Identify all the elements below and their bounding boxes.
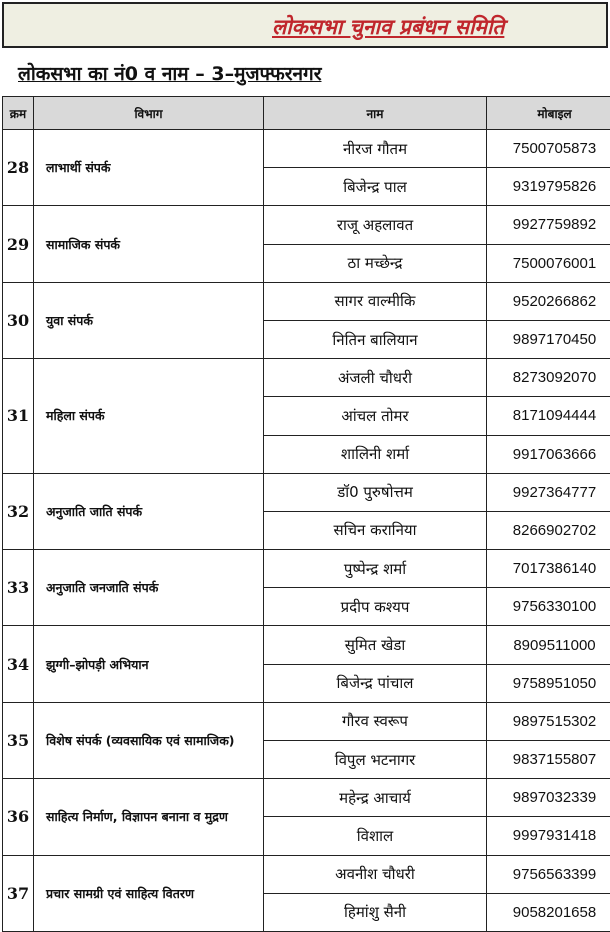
member-name: महेन्द्र आचार्य [264,779,487,817]
department-name: प्रचार सामग्री एवं साहित्य वितरण [34,855,264,931]
table-row [3,626,610,664]
table-body [3,130,610,932]
page-title: लोकसभा चुनाव प्रबंधन समिति [272,15,505,39]
member-name: सुमित खेडा [264,626,487,664]
table-row [3,702,610,740]
member-mobile: 9927364777 [487,473,610,511]
serial-number: 32 [3,473,34,549]
table-row [3,206,610,244]
member-mobile: 9897515302 [487,702,610,740]
member-name: बिजेन्द्र पांचाल [264,664,487,702]
member-name: सचिन करानिया [264,511,487,549]
department-name: युवा संपर्क [34,282,264,358]
committee-table [2,96,610,932]
member-mobile: 9758951050 [487,664,610,702]
department-name: अनुजाति जनजाति संपर्क [34,550,264,626]
member-mobile: 8273092070 [487,359,610,397]
serial-number: 29 [3,206,34,282]
department-name: झुग्गी–झोपड़ी अभियान [34,626,264,702]
table-header-row [3,97,610,130]
column-header-name: नाम [264,97,487,130]
member-name: प्रदीप कश्यप [264,588,487,626]
member-mobile: 9897170450 [487,320,610,358]
member-name: हिमांशु सैनी [264,893,487,931]
member-name: विपुल भटनागर [264,741,487,779]
member-name: अवनीश चौधरी [264,855,487,893]
member-name: राजू अहलावत [264,206,487,244]
department-name: विशेष संपर्क (व्यवसायिक एवं सामाजिक) [34,702,264,778]
table-row [3,130,610,168]
member-name: ठा मच्छेन्द्र [264,244,487,282]
serial-number: 37 [3,855,34,931]
serial-number: 33 [3,550,34,626]
column-header-serial: क्रम [3,97,34,130]
member-mobile: 9520266862 [487,282,610,320]
member-mobile: 9927759892 [487,206,610,244]
serial-number: 34 [3,626,34,702]
department-name: साहित्य निर्माण, विज्ञापन बनाना व मुद्रण [34,779,264,855]
member-mobile: 7017386140 [487,550,610,588]
department-name: अनुजाति जाति संपर्क [34,473,264,549]
member-mobile: 9058201658 [487,893,610,931]
member-name: आंचल तोमर [264,397,487,435]
member-mobile: 9917063666 [487,435,610,473]
serial-number: 30 [3,282,34,358]
department-name: लाभार्थी संपर्क [34,130,264,206]
serial-number: 36 [3,779,34,855]
member-mobile: 9756330100 [487,588,610,626]
member-name: गौरव स्वरूप [264,702,487,740]
member-name: शालिनी शर्मा [264,435,487,473]
serial-number: 35 [3,702,34,778]
member-mobile: 7500705873 [487,130,610,168]
serial-number: 28 [3,130,34,206]
member-mobile: 8909511000 [487,626,610,664]
column-header-department: विभाग [34,97,264,130]
table-row [3,282,610,320]
member-mobile: 8266902702 [487,511,610,549]
table-row [3,550,610,588]
constituency-heading: लोकसभा का नं0 व नाम – 3–मुजफ्फरनगर [18,63,322,85]
member-name: विशाल [264,817,487,855]
member-name: नितिन बालियान [264,320,487,358]
department-name: महिला संपर्क [34,359,264,474]
member-name: नीरज गौतम [264,130,487,168]
member-mobile: 9897032339 [487,779,610,817]
member-mobile: 9756563399 [487,855,610,893]
table-row [3,359,610,397]
serial-number: 31 [3,359,34,474]
table-row [3,779,610,817]
member-mobile: 9837155807 [487,741,610,779]
member-name: डॉ0 पुरुषोत्तम [264,473,487,511]
member-name: पुष्पेन्द्र शर्मा [264,550,487,588]
title-bar [2,2,608,48]
member-name: अंजली चौधरी [264,359,487,397]
member-mobile: 9997931418 [487,817,610,855]
member-mobile: 7500076001 [487,244,610,282]
member-mobile: 8171094444 [487,397,610,435]
member-name: सागर वाल्मीकि [264,282,487,320]
department-name: सामाजिक संपर्क [34,206,264,282]
member-name: बिजेन्द्र पाल [264,168,487,206]
member-mobile: 9319795826 [487,168,610,206]
column-header-mobile: मोबाइल [487,97,610,130]
table-row [3,855,610,893]
table-row [3,473,610,511]
